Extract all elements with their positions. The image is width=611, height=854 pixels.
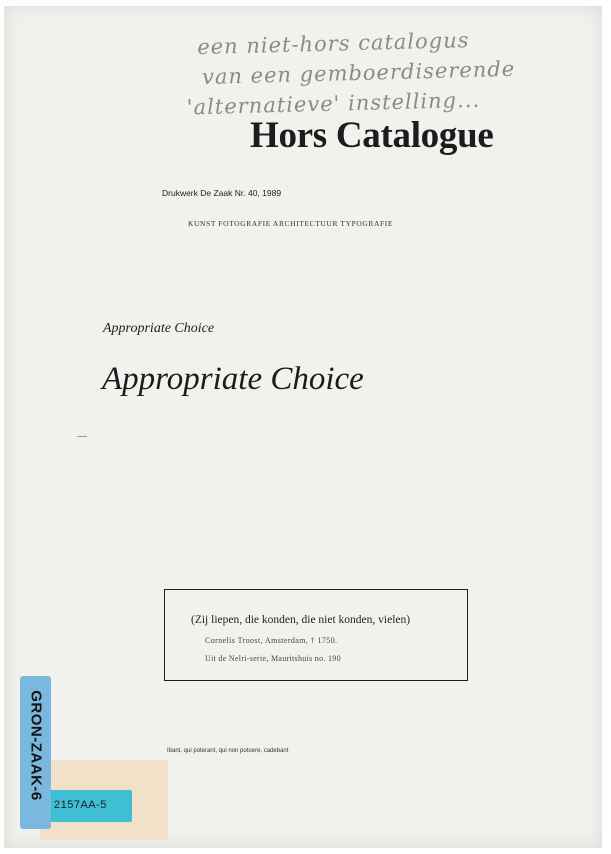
library-label-text: GRON-ZAAK-6 <box>27 690 45 801</box>
publisher-line: Drukwerk De Zaak Nr. 40, 1989 <box>162 188 282 198</box>
document-title: Hors Catalogue <box>250 115 494 156</box>
disciplines-line: KUNST FOTOGRAFIE ARCHITECTUUR TYPOGRAFIE <box>188 219 394 228</box>
subtitle-large: Appropriate Choice <box>102 361 364 397</box>
quote-source: Uit de Nelri-serie, Mauritshuis no. 190 <box>205 654 341 663</box>
page-mark <box>77 436 87 437</box>
quote-text: (Zij liepen, die konden, die niet konden, vielen) <box>191 614 411 626</box>
handwritten-note <box>185 24 527 123</box>
quote-box <box>164 589 468 681</box>
document-page <box>4 6 602 848</box>
handwritten-line-2: van een gemboerdiserende <box>201 56 516 90</box>
handwritten-line-1: een niet-hors catalogus <box>196 28 470 60</box>
subtitle-small: Appropriate Choice <box>103 321 215 336</box>
quote-credit: Cornelis Troost, Amsterdam, † 1750. <box>205 636 338 645</box>
handwritten-line-3: 'alternatieve' instelling... <box>186 87 481 120</box>
library-label <box>20 676 51 829</box>
latin-footer: Ibant, qui poterant, qui non potuere, cadebant <box>167 748 289 754</box>
barcode-sticker-text: 2157AA-5 <box>54 799 107 811</box>
